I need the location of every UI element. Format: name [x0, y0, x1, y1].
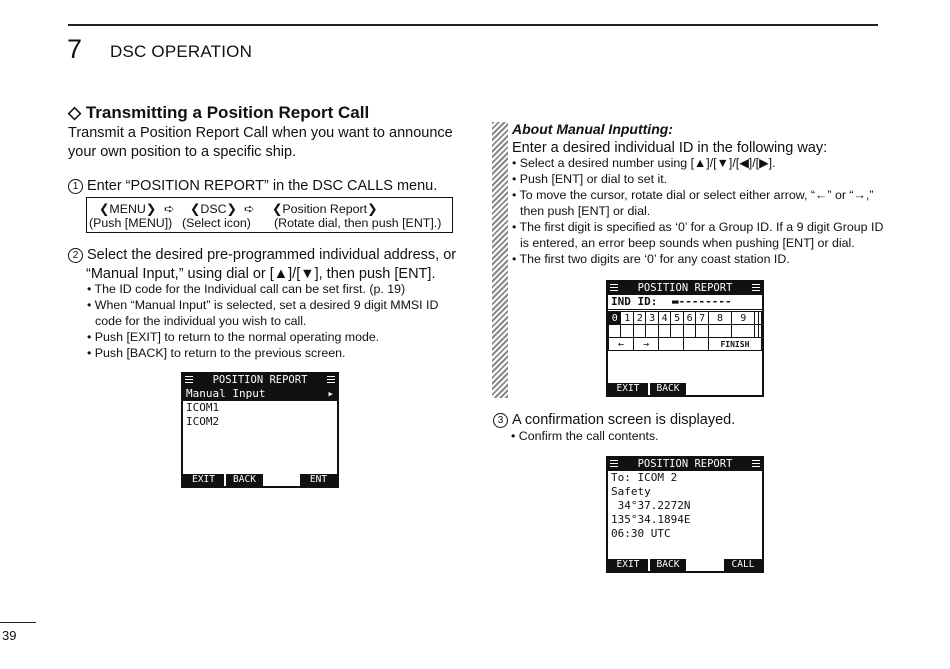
lcd-line-to: To: ICOM 2 — [611, 471, 678, 484]
arrow-right-icon: ➪ — [164, 202, 175, 216]
softkey-exit[interactable]: EXIT — [608, 383, 648, 395]
digit-key-empty — [758, 312, 761, 325]
digit-key[interactable]: 1 — [621, 312, 633, 325]
digit-key[interactable]: 3 — [646, 312, 658, 325]
step-1-number: 1 — [68, 179, 83, 194]
manual-bullet-1: • Select a desired number using [▲]/[▼]/[◀]/[▶]. — [512, 156, 776, 170]
lcd-softkey-bar — [608, 383, 762, 395]
grid-cell-empty — [708, 325, 731, 338]
step-1 — [68, 177, 437, 196]
lcd-line-longitude: 135°34.1894E — [611, 513, 691, 526]
lcd-position-report-list — [181, 372, 339, 488]
lcd-title: POSITION REPORT — [637, 458, 733, 470]
lcd-id-value[interactable]: ▬-------- — [671, 295, 732, 308]
step-2-bullet-3: • Push [EXIT] to return to the normal operating mode. — [87, 330, 380, 344]
manual-bullet-4b: is entered, an error beep sounds when pushing [ENT] or dial. — [520, 236, 855, 250]
softkey-ent[interactable]: ENT — [300, 474, 337, 486]
menu-hint-2: (Select icon) — [182, 216, 251, 230]
lcd-softkey-bar — [183, 474, 337, 486]
menu-path-box — [86, 197, 453, 233]
step-2-bullet-2b: code for the individual you wish to call. — [95, 314, 307, 328]
grid-cell-empty — [658, 338, 683, 351]
lcd-title-bar — [608, 282, 762, 295]
cursor-left-arrow[interactable]: ← — [609, 338, 634, 351]
arrow-right-icon: ➪ — [244, 202, 255, 216]
step-1-text: Enter “POSITION REPORT” in the DSC CALLS menu. — [87, 178, 438, 194]
grid-cell-empty — [683, 338, 708, 351]
lcd-title: POSITION REPORT — [212, 374, 308, 386]
grid-cell-empty — [732, 325, 755, 338]
grid-cell-empty — [646, 325, 658, 338]
lcd-list-item-icom2[interactable]: ICOM2 — [186, 415, 220, 428]
manual-bullet-3b: then push [ENT] or dial. — [520, 204, 651, 218]
page-number: 39 — [2, 628, 17, 643]
softkey-exit[interactable]: EXIT — [183, 474, 224, 486]
step-2-line-1 — [68, 246, 456, 265]
lcd-title-bar — [183, 374, 337, 387]
lcd-id-label: IND ID: — [611, 295, 658, 308]
digit-key[interactable]: 9 — [732, 312, 755, 325]
softkey-back[interactable]: BACK — [650, 383, 686, 395]
digit-key[interactable]: 5 — [671, 312, 683, 325]
menu-lines-icon — [327, 376, 335, 384]
lcd-list-item-manual-input[interactable] — [183, 387, 337, 401]
grid-cell-empty — [633, 325, 645, 338]
grid-cell-empty — [621, 325, 633, 338]
note-hatch-bar — [492, 122, 508, 398]
grid-cell-empty — [758, 325, 761, 338]
menu-path-dsc: ❮DSC❯ — [190, 202, 237, 216]
menu-lines-icon — [185, 376, 193, 384]
grid-cell-empty — [683, 325, 695, 338]
lcd-list-item-label: Manual Input — [186, 387, 266, 400]
lcd-title-bar — [608, 458, 762, 471]
lcd-line-category: Safety — [611, 485, 651, 498]
manual-bullet-4a: • The first digit is specified as ‘0’ for a Group ID. If a 9 digit Group ID — [512, 220, 884, 234]
lcd-id-row — [608, 295, 762, 310]
digit-key[interactable]: 2 — [633, 312, 645, 325]
section-intro-2: your own position to a specific ship. — [68, 144, 297, 160]
chapter-number: 7 — [67, 34, 83, 64]
menu-lines-icon — [610, 284, 618, 292]
digit-key[interactable]: 7 — [696, 312, 708, 325]
lcd-confirmation-screen — [606, 456, 764, 573]
manual-input-bullets — [511, 155, 886, 267]
lcd-title: POSITION REPORT — [637, 282, 733, 294]
grid-cell-empty — [609, 325, 621, 338]
softkey-back[interactable]: BACK — [226, 474, 263, 486]
step-2-bullet-1: • The ID code for the Individual call can be set first. (p. 19) — [87, 282, 406, 296]
lcd-manual-id-input — [606, 280, 764, 397]
finish-key[interactable]: FINISH — [708, 338, 761, 351]
manual-input-intro: Enter a desired individual ID in the following way: — [512, 140, 828, 156]
softkey-call[interactable]: CALL — [724, 559, 762, 571]
step-3-bullet-1: • Confirm the call contents. — [511, 429, 659, 443]
step-2-text-1: Select the desired pre-programmed individual address, or — [87, 247, 457, 263]
header-rule — [68, 24, 878, 26]
step-2-bullet-4: • Push [BACK] to return to the previous screen. — [87, 346, 346, 360]
manual-bullet-2: • Push [ENT] or dial to set it. — [512, 172, 668, 186]
footer-rule — [0, 622, 36, 623]
lcd-line-latitude: 34°37.2272N — [611, 499, 691, 512]
step-2-number: 2 — [68, 248, 83, 263]
section-intro-1: Transmit a Position Report Call when you want to announce — [68, 125, 453, 141]
menu-path-menu: ❮MENU❯ — [99, 202, 157, 216]
diamond-icon: ◇ — [68, 103, 82, 122]
menu-lines-icon — [752, 284, 760, 292]
section-title-text: Transmitting a Position Report Call — [85, 103, 370, 122]
menu-hint-3: (Rotate dial, then push [ENT].) — [274, 216, 442, 230]
menu-lines-icon — [752, 460, 760, 468]
section-title — [68, 103, 369, 123]
lcd-digit-grid — [608, 311, 762, 351]
menu-lines-icon — [610, 460, 618, 468]
digit-key[interactable]: 0 — [609, 312, 621, 325]
arrow-right-icon: ▸ — [327, 387, 334, 400]
grid-cell-empty — [671, 325, 683, 338]
chapter-title: DSC OPERATION — [110, 42, 253, 61]
manual-bullet-3a: • To move the cursor, rotate dial or select either arrow, “←” or “→,” — [512, 188, 874, 202]
step-2-bullets — [86, 281, 458, 361]
digit-key[interactable]: 4 — [658, 312, 670, 325]
cursor-right-arrow[interactable]: → — [633, 338, 658, 351]
lcd-line-time: 06:30 UTC — [611, 527, 671, 540]
step-2-line-2: “Manual Input,” using dial or [▲]/[▼], then push [ENT]. — [86, 266, 436, 282]
grid-cell-empty — [658, 325, 670, 338]
menu-hint-1: (Push [MENU]) — [89, 216, 173, 230]
step-3-number: 3 — [493, 413, 508, 428]
softkey-exit[interactable]: EXIT — [608, 559, 648, 571]
lcd-softkey-bar — [608, 559, 762, 571]
digit-key[interactable]: 6 — [683, 312, 695, 325]
softkey-back[interactable]: BACK — [650, 559, 686, 571]
manual-bullet-5: • The first two digits are ‘0’ for any coast station ID. — [512, 252, 790, 266]
lcd-list-item-icom1[interactable]: ICOM1 — [186, 401, 220, 414]
digit-key[interactable]: 8 — [708, 312, 731, 325]
step-3-text: A confirmation screen is displayed. — [512, 412, 736, 428]
menu-path-position-report: ❮Position Report❯ — [272, 202, 378, 216]
grid-cell-empty — [696, 325, 708, 338]
step-2-bullet-2a: • When “Manual Input” is selected, set a desired 9 digit MMSI ID — [87, 298, 439, 312]
manual-input-heading: About Manual Inputting: — [512, 121, 673, 137]
